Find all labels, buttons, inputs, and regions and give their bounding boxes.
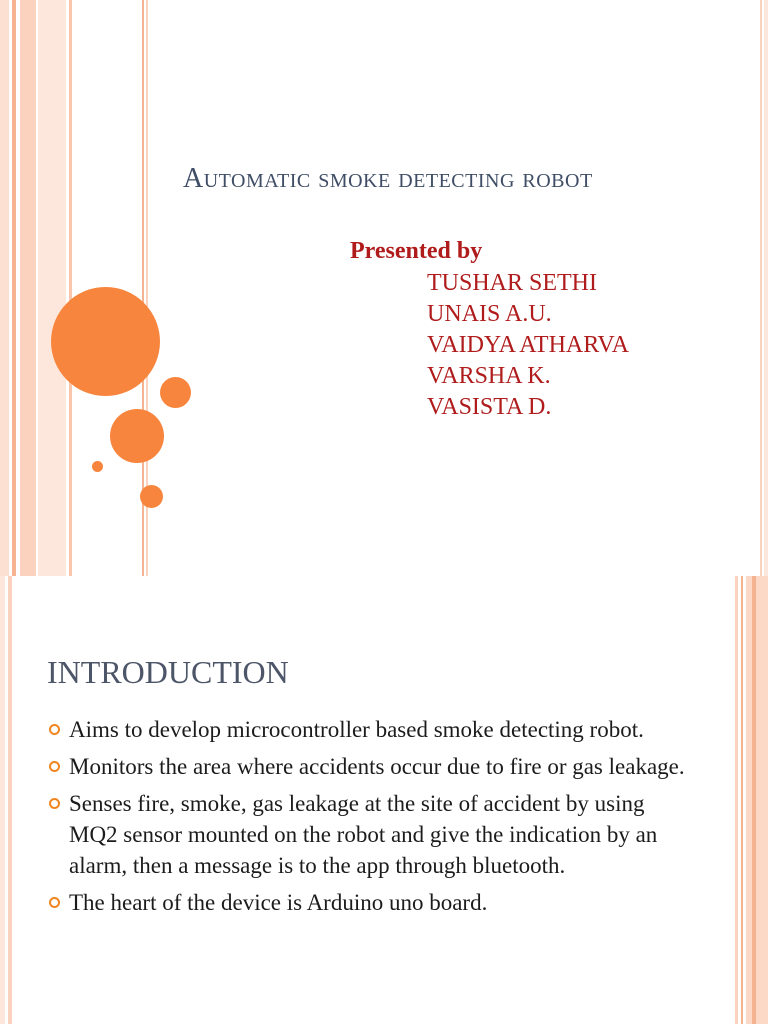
decorative-band [69, 0, 72, 576]
bullet-text: Senses fire, smoke, gas leakage at the site of accident by using MQ2 sensor mounted on the robot and give the indication by an alarm, then a message is to the app through bluetooth. [69, 791, 658, 878]
presenter-name: TUSHAR SETHI [427, 270, 598, 296]
bullet-ring-icon [49, 798, 60, 809]
bullet-ring-icon [49, 724, 60, 735]
list-item [47, 714, 687, 745]
decorative-band [0, 0, 9, 576]
list-item [47, 751, 687, 782]
introduction-slide [0, 576, 768, 1024]
decorative-band [20, 0, 36, 576]
decorative-band [760, 0, 762, 576]
presenter-name: VASISTA D. [427, 394, 552, 420]
slide-title: INTRODUCTION [47, 654, 289, 690]
decorative-circle-tiny [92, 461, 103, 472]
decorative-band [0, 576, 5, 1024]
decorative-band [746, 576, 768, 1024]
bullet-ring-icon [49, 897, 60, 908]
decorative-band [38, 0, 66, 576]
slide-title: Automatic smoke detecting robot [183, 163, 593, 194]
bullet-text: The heart of the device is Arduino uno board. [69, 890, 488, 915]
presenter-name: VAIDYA ATHARVA [427, 332, 629, 358]
list-item [47, 788, 687, 881]
decorative-band [764, 0, 768, 576]
decorative-circle-medium [110, 409, 164, 463]
presenter-name: UNAIS A.U. [427, 301, 552, 327]
bullet-text: Aims to develop microcontroller based smoke detecting robot. [69, 717, 644, 742]
presented-by-label: Presented by [350, 238, 483, 264]
bullet-text: Monitors the area where accidents occur due to fire or gas leakage. [69, 754, 685, 779]
decorative-band [752, 576, 756, 1024]
decorative-band [735, 576, 738, 1024]
presenter-list [427, 268, 629, 423]
decorative-circle-medium [160, 377, 191, 408]
decorative-circle-small [140, 485, 163, 508]
decorative-band [741, 576, 743, 1024]
decorative-band [12, 0, 16, 576]
list-item [47, 887, 687, 918]
decorative-band [8, 576, 12, 1024]
bullet-ring-icon [49, 761, 60, 772]
decorative-circle-large [51, 287, 160, 396]
bullet-list [47, 714, 687, 924]
presenter-name: VARSHA K. [427, 363, 551, 389]
